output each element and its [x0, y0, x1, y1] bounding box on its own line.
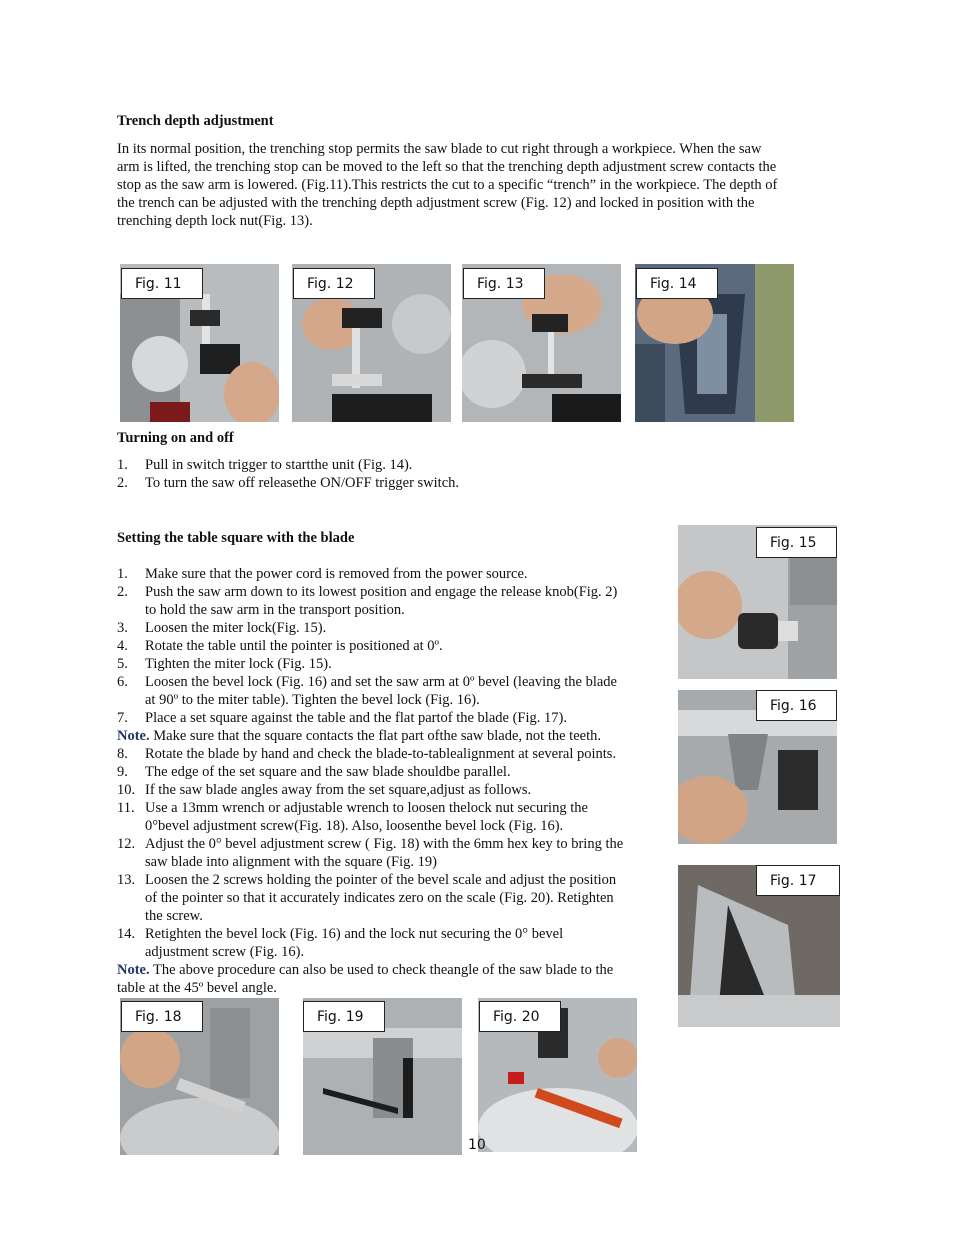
note-line-continued: table at the 45º bevel angle. — [117, 980, 277, 996]
list-item: 3. Loosen the miter lock(Fig. 15). — [117, 620, 327, 636]
note-line: Note. The above procedure can also be used to check theangle of the saw blade to the — [117, 962, 614, 978]
list-item: 2. Push the saw arm down to its lowest position and engage the release knob(Fig. 2) to hold the saw arm in the transport position. — [117, 584, 618, 618]
list-item: 1. Pull in switch trigger to startthe unit (Fig. 14). — [117, 457, 413, 473]
fig-19-photo — [303, 998, 462, 1155]
note-line: Note. Make sure that the square contacts the flat part ofthe saw blade, not the teeth. — [117, 728, 601, 744]
list-item: 5. Tighten the miter lock (Fig. 15). — [117, 656, 332, 672]
list-item: 13. Loosen the 2 screws holding the pointer of the bevel scale and adjust the position of the pointer so that it accurately indicates zero on the scale (Fig. 20). Retighten the screw. — [117, 872, 617, 924]
paragraph-line: trenching depth lock nut(Fig. 13). — [117, 213, 313, 229]
heading-turning-on-off: Turning on and off — [117, 430, 234, 446]
fig-20-photo — [478, 998, 637, 1152]
list-item: 8. Rotate the blade by hand and check the blade-to-tablealignment at several points. — [117, 746, 617, 762]
list-item: 1. Make sure that the power cord is removed from the power source. — [117, 566, 528, 582]
list-item: 4. Rotate the table until the pointer is positioned at 0º. — [117, 638, 443, 654]
fig-18-label: Fig. 18 — [121, 1001, 203, 1032]
list-item: 2. To turn the saw off releasethe ON/OFF trigger switch. — [117, 475, 460, 491]
fig-16-label: Fig. 16 — [756, 690, 837, 721]
fig-15-label: Fig. 15 — [756, 527, 837, 558]
turning-on-off-list — [117, 456, 459, 492]
paragraph-line: stop as the saw arm is lowered. (Fig.11).This restricts the cut to a specific “trench” in the workpiece. The depth of — [117, 177, 778, 193]
table-square-steps — [117, 565, 667, 997]
fig-16-photo — [678, 690, 837, 844]
list-item: 9. The edge of the set square and the saw blade shouldbe parallel. — [117, 764, 511, 780]
paragraph-line: In its normal position, the trenching stop permits the saw blade to cut right through a workpiece. When the saw — [117, 141, 762, 157]
heading-table-square: Setting the table square with the blade — [117, 530, 355, 546]
list-item: 10. If the saw blade angles away from the set square,adjust as follows. — [117, 782, 532, 798]
fig-18-photo — [120, 998, 279, 1155]
paragraph-line: the trench can be adjusted with the trenching depth adjustment screw (Fig. 12) and locked in position with the — [117, 195, 755, 211]
fig-13-photo — [462, 264, 621, 422]
fig-11-photo — [120, 264, 279, 422]
fig-20-label: Fig. 20 — [479, 1001, 561, 1032]
fig-14-label: Fig. 14 — [636, 268, 718, 299]
fig-19-label: Fig. 19 — [303, 1001, 385, 1032]
fig-11-label: Fig. 11 — [121, 268, 203, 299]
fig-17-photo — [678, 865, 840, 1027]
fig-12-label: Fig. 12 — [293, 268, 375, 299]
fig-13-label: Fig. 13 — [463, 268, 545, 299]
page-number: 10 — [468, 1137, 486, 1153]
list-item: 11. Use a 13mm wrench or adjustable wrench to loosen thelock nut securing the 0°bevel adjustment screw(Fig. 18). Also, loosenthe bevel lock (Fig. 16). — [117, 800, 588, 834]
list-item: 12. Adjust the 0° bevel adjustment screw ( Fig. 18) with the 6mm hex key to bring the saw blade into alignment with the square (Fig. 19) — [117, 836, 624, 870]
fig-14-photo — [635, 264, 794, 422]
trench-paragraph — [117, 140, 777, 230]
paragraph-line: arm is lifted, the trenching stop can be moved to the left so that the trenching depth adjustment screw contacts the — [117, 159, 777, 175]
fig-17-label: Fig. 17 — [756, 865, 840, 896]
fig-12-photo — [292, 264, 451, 422]
list-item: 7. Place a set square against the table and the flat partof the blade (Fig. 17). — [117, 710, 567, 726]
heading-trench-depth: Trench depth adjustment — [117, 113, 274, 129]
list-item: 14. Retighten the bevel lock (Fig. 16) and the lock nut securing the 0° bevel adjustment screw (Fig. 16). — [117, 926, 564, 960]
list-item: 6. Loosen the bevel lock (Fig. 16) and set the saw arm at 0º bevel (leaving the blade at 90º to the miter table). Tighten the bevel lock (Fig. 16). — [117, 674, 617, 708]
fig-15-photo — [678, 525, 837, 679]
